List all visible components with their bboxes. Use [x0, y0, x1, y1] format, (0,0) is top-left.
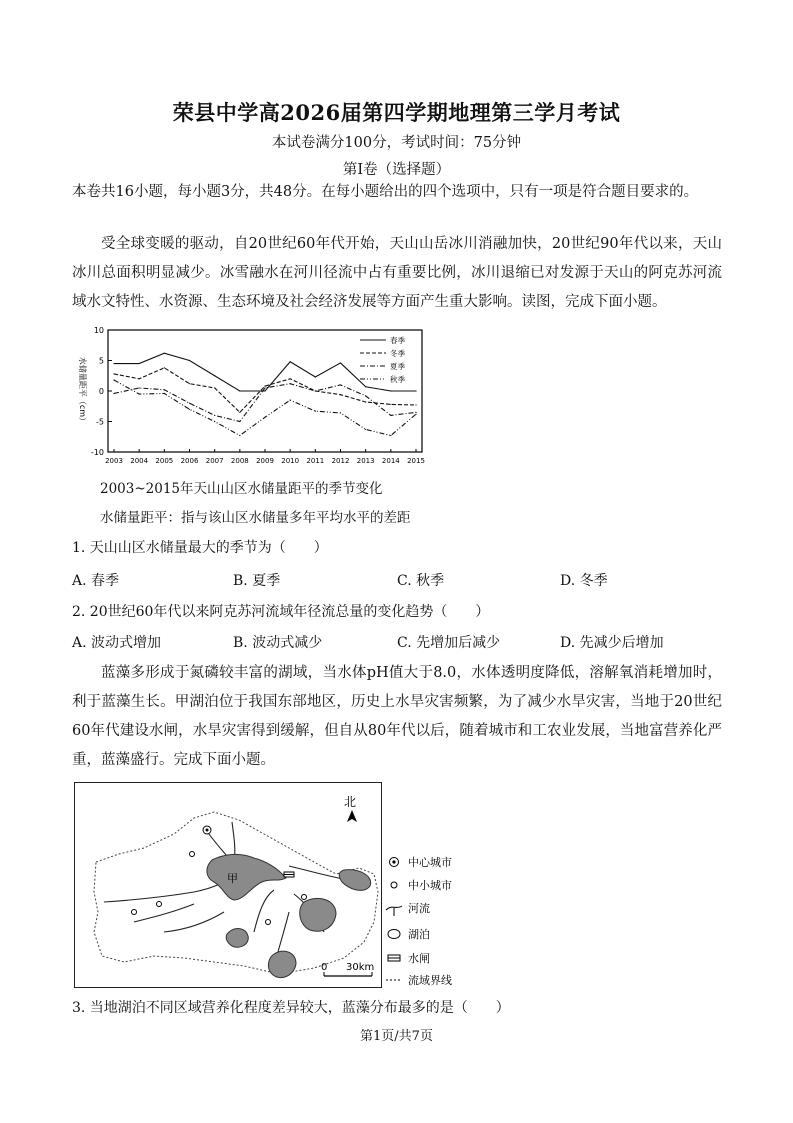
legend-small-city	[391, 878, 452, 892]
q1-option-d[interactable]: D. 冬季	[560, 573, 608, 589]
x-tick-label: 2005	[155, 457, 174, 465]
x-tick-label: 2011	[306, 457, 325, 465]
data-point	[113, 379, 114, 380]
lake-basin-map	[74, 782, 382, 988]
legend-lake	[388, 927, 430, 941]
data-point	[390, 435, 391, 436]
page-title: 荣县中学高2026届第四学期地理第三学月考试	[172, 100, 621, 125]
legend-central-city-label: 中心城市	[408, 856, 452, 869]
data-point	[214, 415, 215, 416]
data-point	[214, 375, 215, 376]
x-tick-label: 2013	[356, 457, 375, 465]
series-line-春季	[114, 353, 416, 391]
page-footer: 第1页/共7页	[360, 1029, 433, 1044]
series-line-冬季	[114, 368, 416, 413]
data-point	[164, 389, 165, 390]
scale-label: 30km	[346, 962, 375, 973]
data-point	[164, 393, 165, 394]
small-city-icon	[302, 895, 307, 900]
data-point	[365, 395, 366, 396]
data-point	[239, 435, 240, 436]
small-city-icon	[132, 910, 137, 915]
legend-label: 春季	[390, 336, 405, 345]
exam-info: 本试卷满分100分，考试时间：75分钟	[271, 135, 522, 151]
question-3: 3. 当地湖泊不同区域营养化程度差异较大，蓝藻分布最多的是（ ）	[72, 1000, 510, 1016]
q2-option-a[interactable]: A. 波动式增加	[72, 635, 162, 651]
data-point	[164, 353, 165, 354]
data-point	[264, 390, 265, 391]
data-point	[290, 383, 291, 384]
data-point	[390, 390, 391, 391]
data-point	[340, 384, 341, 385]
data-point	[113, 373, 114, 374]
small-city-icon	[190, 852, 195, 857]
legend-sluice-label: 水闸	[408, 952, 430, 965]
data-point	[415, 390, 416, 391]
legend-small-city-label: 中小城市	[408, 879, 452, 892]
sluice-gate-icon	[284, 872, 294, 877]
legend-boundary	[386, 973, 452, 987]
data-point	[390, 415, 391, 416]
chart-note: 水储量距平：指与该山区水储量多年平均水平的差距	[100, 510, 411, 526]
question-2: 2. 20世纪60年代以来阿克苏河流域年径流总量的变化趋势（ ）	[72, 604, 490, 620]
legend-central-city	[390, 855, 453, 869]
data-point	[315, 411, 316, 412]
data-point	[415, 412, 416, 413]
data-point	[189, 403, 190, 404]
legend-label: 秋季	[390, 375, 405, 384]
data-point	[239, 390, 240, 391]
q2-option-b[interactable]: B. 波动式减少	[233, 635, 323, 651]
legend-label: 夏季	[390, 362, 405, 371]
data-point	[239, 421, 240, 422]
x-tick-label: 2003	[105, 457, 123, 465]
data-point	[290, 361, 291, 362]
data-point	[365, 429, 366, 430]
data-point	[340, 362, 341, 363]
data-point	[189, 360, 190, 361]
data-point	[113, 393, 114, 394]
q2-option-d[interactable]: D. 先减少后增加	[560, 635, 664, 651]
data-point	[189, 383, 190, 384]
y-axis-label: 水储量距平（cm）	[78, 356, 87, 426]
chart-caption: 2003~2015年天山山区水储量距平的季节变化	[100, 481, 383, 497]
legend-river-label: 河流	[408, 902, 430, 915]
data-point	[264, 387, 265, 388]
y-tick-label: -10	[90, 448, 104, 457]
legend-lake-label: 湖泊	[408, 928, 430, 941]
passage-1: 受全球变暖的驱动，自20世纪60年代开始，天山山岳冰川消融加快，20世纪90年代以来，天山冰川总面积明显减少。冰雪融水在河川径流中占有重要比例，冰川退缩已对发源于天山的阿克苏河流域水文特性、水资源、生态环境及社会经济发展等方面产生重大影响。读图，完成下面小题。	[72, 236, 722, 310]
x-tick-label: 2012	[331, 457, 350, 465]
data-point	[290, 400, 291, 401]
map-legend	[384, 852, 504, 988]
data-point	[139, 378, 140, 379]
data-point	[139, 363, 140, 364]
data-point	[264, 417, 265, 418]
x-tick-label: 2007	[205, 457, 224, 465]
scale-zero: 0	[321, 962, 328, 973]
data-point	[264, 386, 265, 387]
data-point	[390, 404, 391, 405]
data-point	[139, 387, 140, 388]
data-point	[365, 401, 366, 402]
y-tick-label: -5	[96, 417, 104, 427]
x-tick-label: 2008	[230, 457, 249, 465]
y-tick-label: 10	[93, 326, 104, 335]
y-tick-label: 0	[98, 387, 104, 396]
y-tick-label: 5	[98, 356, 104, 366]
north-label: 北	[344, 795, 357, 809]
small-city-icon	[157, 902, 162, 907]
small-city-icon	[266, 920, 271, 925]
q1-option-b[interactable]: B. 夏季	[233, 573, 281, 589]
data-point	[315, 390, 316, 391]
data-point	[290, 378, 291, 379]
question-1: 1. 天山山区水储量最大的季节为（ ）	[72, 540, 328, 556]
data-point	[365, 386, 366, 387]
central-city-icon	[203, 826, 211, 834]
water-storage-chart	[72, 322, 432, 470]
legend-label: 冬季	[390, 349, 405, 358]
data-point	[139, 393, 140, 394]
q1-option-c[interactable]: C. 秋季	[397, 573, 445, 589]
section-heading: 第I卷（选择题）	[342, 162, 451, 178]
data-point	[214, 387, 215, 388]
data-point	[415, 404, 416, 405]
data-point	[315, 376, 316, 377]
data-point	[340, 394, 341, 395]
data-point	[214, 421, 215, 422]
data-point	[113, 363, 114, 364]
x-tick-label: 2004	[130, 457, 149, 465]
legend-river	[386, 901, 430, 916]
lake-label: 甲	[227, 872, 238, 885]
data-point	[340, 412, 341, 413]
x-tick-label: 2014	[381, 457, 400, 465]
q1-option-a[interactable]: A. 春季	[72, 573, 120, 589]
x-tick-label: 2015	[407, 457, 425, 465]
q2-option-c[interactable]: C. 先增加后减少	[397, 635, 501, 651]
passage-2: 蓝藻多形成于氮磷较丰富的湖域，当水体pH值大于8.0，水体透明度降低，溶解氧消耗增加时，利于蓝藻生长。甲湖泊位于我国东部地区，历史上水旱灾害频繁，为了减少水旱灾害，当地于20世纪60年代建设水闸，水旱灾害得到缓解，但自从80年代以后，随着城市和工农业发展，当地富营养化严重，蓝藻盛行。完成下面小题。	[72, 665, 722, 768]
x-tick-label: 2010	[281, 457, 300, 465]
x-tick-label: 2006	[180, 457, 199, 465]
instructions: 本卷共16小题，每小题3分，共48分。在每小题给出的四个选项中，只有一项是符合题目要求的。	[72, 184, 699, 200]
data-point	[189, 409, 190, 410]
data-point	[164, 367, 165, 368]
legend-boundary-label: 流域界线	[408, 974, 452, 987]
data-point	[415, 414, 416, 415]
legend-sluice	[388, 951, 430, 965]
data-point	[239, 412, 240, 413]
x-tick-label: 2009	[256, 457, 274, 465]
